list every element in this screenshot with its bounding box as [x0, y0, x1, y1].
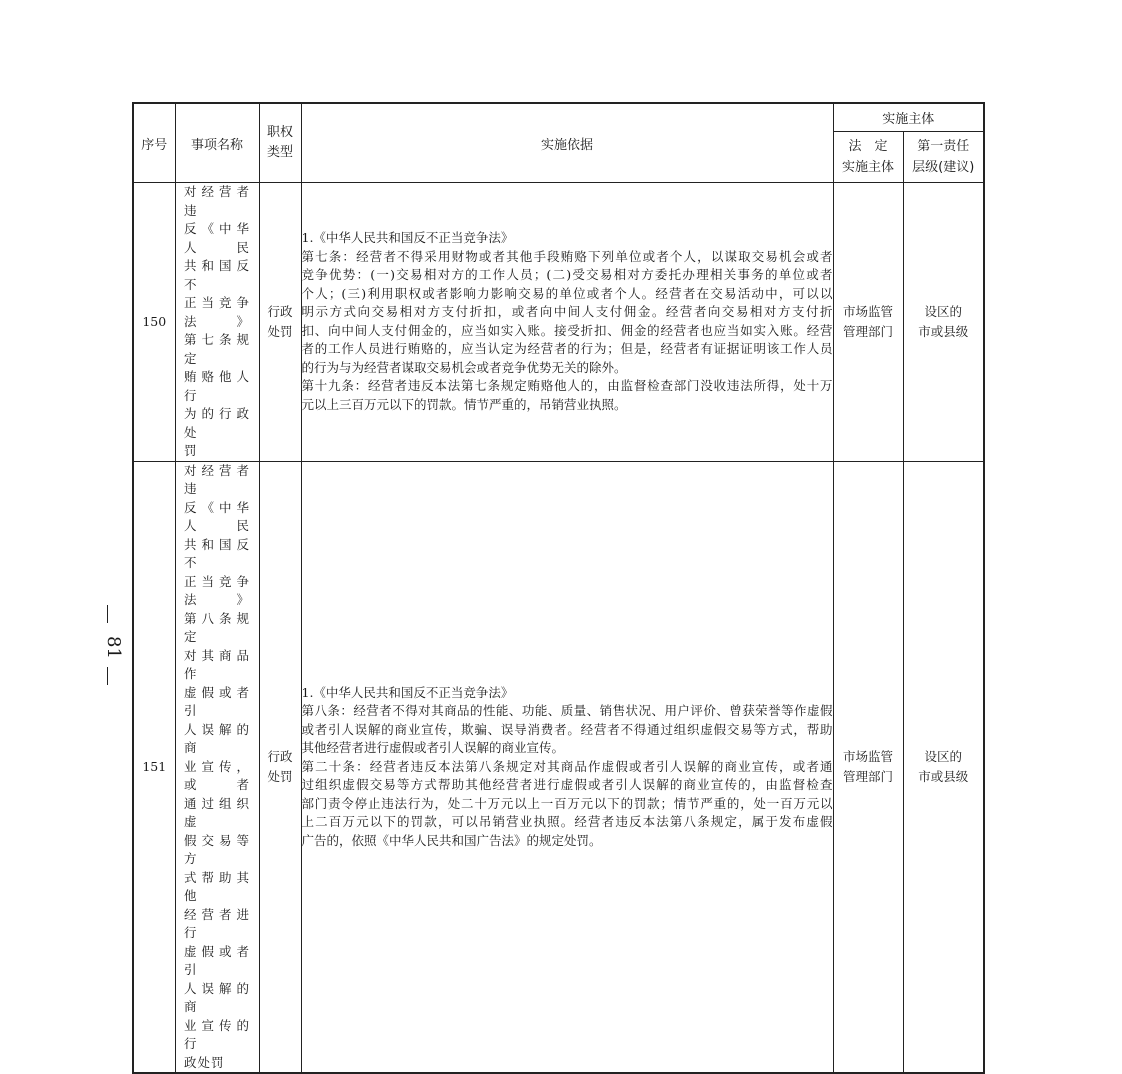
- header-name: 事项名称: [175, 103, 259, 183]
- basis-line: 个人；(三)利用职权或者影响力影响交易的单位或者个人。经营者在交易活动中，可以以: [301, 285, 833, 301]
- basis-line: 或者引人误解的商业宣传，欺骗、误导消费者。经营者不得通过组织虚假交易等方式，帮助: [301, 721, 833, 737]
- name-line: 反《中华人民: [184, 499, 250, 533]
- basis-line: 扣、向中间人支付佣金的，应当如实入账。接受折扣、佣金的经营者也应当如实入账。经营: [301, 322, 833, 338]
- row-seq: 151: [133, 461, 175, 1073]
- level-line: 市或县级: [918, 768, 969, 784]
- table-row: [133, 461, 984, 1073]
- row-responsibility-level: [903, 183, 984, 462]
- basis-line: 第二十条：经营者违反本法第八条规定对其商品作虚假或者引人误解的商业宣传，或者通: [301, 758, 833, 774]
- page-number-dash: [107, 605, 108, 623]
- type-line: 处罚: [267, 323, 293, 339]
- basis-line: 竞争优势：(一)交易相对方的工作人员；(二)受交易相对方委托办理相关事务的单位或者: [301, 267, 833, 283]
- name-line: 业宣传的行: [184, 1017, 250, 1051]
- basis-line: 者的工作人员进行贿赂的，应当认定为经营者的行为；但是，经营者有证据证明该工作人员: [301, 341, 833, 357]
- row-power-type: [259, 461, 301, 1073]
- basis-line: 1.《中华人民共和国反不正当竞争法》: [301, 684, 514, 700]
- name-line: 虚假或者引: [184, 943, 250, 977]
- name-line: 式帮助其他: [184, 869, 250, 903]
- row-seq: 150: [133, 183, 175, 462]
- header-legal-subject: [833, 132, 903, 183]
- name-line: 反《中华人民: [184, 221, 250, 255]
- name-line: 对经营者违: [184, 184, 250, 218]
- basis-line: 第八条：经营者不得对其商品的性能、功能、质量、销售状况、用户评价、曾获荣誉等作虚假: [301, 703, 833, 718]
- name-line: 对经营者违: [184, 462, 250, 496]
- page-number: [96, 605, 124, 685]
- name-line: 为的行政处: [184, 406, 250, 440]
- basis-line: 第七条：经营者不得采用财物或者其他手段贿赂下列单位或者个人，以谋取交易机会或者: [301, 248, 833, 264]
- basis-line: 过组织虚假交易等方式帮助其他经营者进行虚假或者引人误解的商业宣传的，由监督检查: [301, 777, 833, 792]
- enforcement-items-table: [132, 102, 985, 1074]
- legal-line: 市场监管: [842, 748, 893, 764]
- basis-line: 部门责令停止违法行为，处二十万元以上一百万元以下的罚款；情节严重的，处一百万元以: [301, 795, 833, 811]
- name-line: 虚假或者引: [184, 684, 250, 718]
- row-legal-basis: [301, 183, 833, 462]
- header-seq: 序号: [133, 103, 175, 183]
- row-item-name: [175, 461, 259, 1073]
- header-subject-group: 实施主体: [833, 103, 984, 132]
- header-level-line: 第一责任: [917, 139, 970, 154]
- page-number-dash: [107, 667, 108, 685]
- row-legal-basis: [301, 461, 833, 1073]
- header-basis: 实施依据: [301, 103, 833, 183]
- basis-line: 元以上三百万元以下的罚款。情节严重的，吊销营业执照。: [301, 396, 627, 412]
- basis-line: 的行为与为经营者谋取交易机会或者竞争优势无关的除外。: [301, 359, 627, 375]
- name-line: 共和国反不: [184, 536, 250, 570]
- header-legal-line: 法 定: [848, 139, 888, 154]
- level-line: 市或县级: [918, 323, 969, 339]
- name-line: 第七条规定: [184, 332, 250, 366]
- legal-line: 市场监管: [842, 303, 893, 319]
- name-line: 假交易等方: [184, 832, 250, 866]
- header-type-line: 类型: [266, 145, 293, 160]
- basis-line: 1.《中华人民共和国反不正当竞争法》: [301, 230, 514, 246]
- name-line: 人误解的商: [184, 980, 250, 1014]
- row-power-type: [259, 183, 301, 462]
- level-line: 设区的: [924, 303, 963, 319]
- row-legal-subject: [833, 461, 903, 1073]
- name-line: 政处罚: [184, 1054, 225, 1070]
- table-row: [133, 183, 984, 462]
- name-line: 罚: [184, 443, 198, 458]
- header-level-line: 层级(建议): [912, 160, 975, 175]
- name-line: 正当竞争法》: [184, 573, 250, 607]
- row-item-name: [175, 183, 259, 462]
- basis-line: 其他经营者进行虚假或者引人误解的商业宣传。: [301, 740, 565, 755]
- type-line: 行政: [267, 303, 293, 319]
- basis-line: 明示方式向交易相对方支付折扣，或者向中间人支付佣金。经营者向交易相对方支付折: [301, 304, 833, 320]
- name-line: 通过组织虚: [184, 795, 250, 829]
- name-line: 业宣传，或者: [184, 758, 250, 792]
- basis-line: 上二百万元以下的罚款，可以吊销营业执照。经营者违反本法第八条规定，属于发布虚假: [301, 814, 833, 829]
- basis-line: 广告的，依照《中华人民共和国广告法》的规定处罚。: [301, 832, 602, 848]
- header-legal-line: 实施主体: [841, 160, 894, 175]
- name-line: 共和国反不: [184, 258, 250, 292]
- legal-line: 管理部门: [842, 323, 893, 339]
- header-row: [133, 103, 984, 132]
- basis-line: 第十九条：经营者违反本法第七条规定贿赂他人的，由监督检查部门没收违法所得，处十万: [301, 378, 833, 394]
- name-line: 人误解的商: [184, 721, 250, 755]
- type-line: 行政: [267, 748, 293, 764]
- name-line: 经营者进行: [184, 906, 250, 940]
- row-responsibility-level: [903, 461, 984, 1073]
- row-legal-subject: [833, 183, 903, 462]
- name-line: 正当竞争法》: [184, 295, 250, 329]
- type-line: 处罚: [267, 768, 293, 784]
- name-line: 第八条规定: [184, 610, 250, 644]
- name-line: 贿赂他人行: [184, 369, 250, 403]
- header-type-line: 职权: [266, 125, 293, 140]
- header-type: [259, 103, 301, 183]
- page-number-text: 81: [103, 636, 124, 659]
- legal-line: 管理部门: [842, 768, 893, 784]
- name-line: 对其商品作: [184, 647, 250, 681]
- header-responsibility-level: [903, 132, 984, 183]
- level-line: 设区的: [924, 748, 963, 764]
